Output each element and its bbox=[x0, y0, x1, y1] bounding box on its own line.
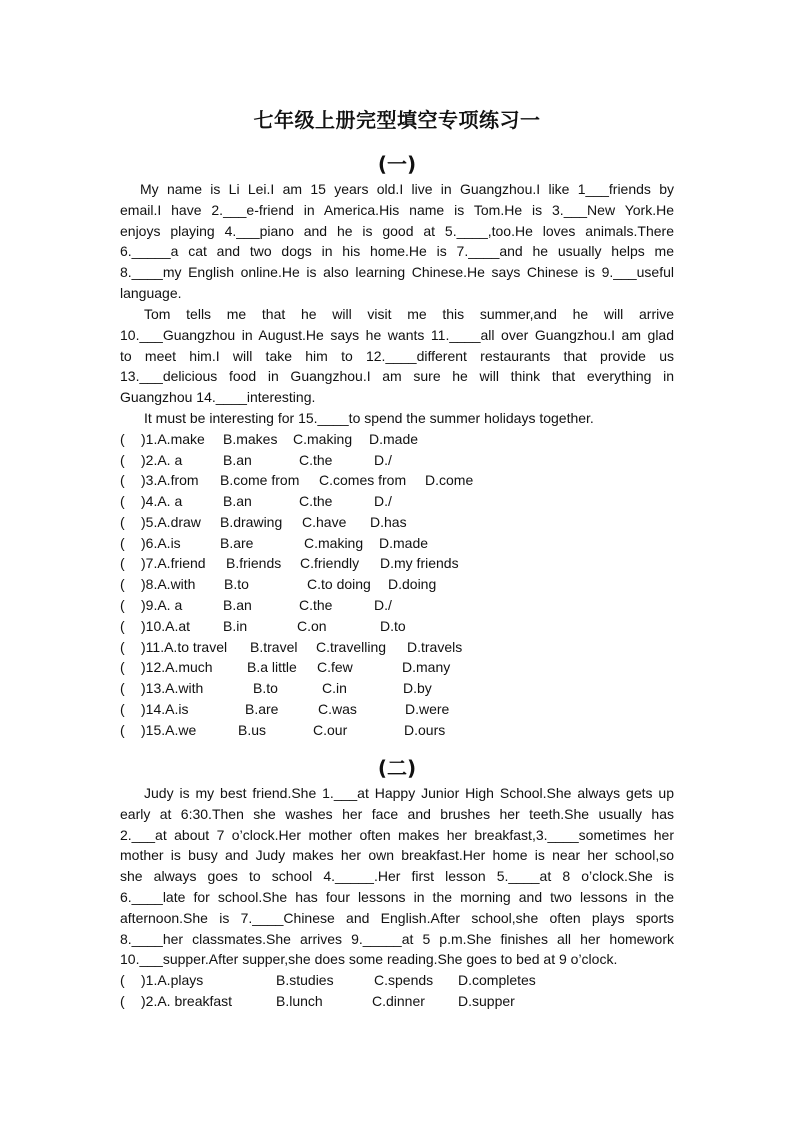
answer-blank[interactable]: ( bbox=[120, 576, 125, 592]
option-d: D./ bbox=[374, 493, 392, 509]
section-1-heading: (一) bbox=[377, 152, 417, 176]
option-c: C.our bbox=[313, 722, 348, 738]
option-b: B.are bbox=[245, 701, 279, 717]
option-a: )14.A.is bbox=[141, 701, 189, 717]
passage-line: 6._____a cat and two dogs in his home.He is 7.____and he usually helps me bbox=[120, 243, 674, 260]
passage-line: My name is Li Lei.I am 15 years old.I live in Guangzhou.I like 1___friends by bbox=[140, 181, 674, 197]
passage-line: early at 6:30.Then she washes her face and brushes her teeth.She usually has bbox=[120, 805, 674, 822]
question-item bbox=[120, 574, 680, 595]
answer-blank[interactable]: ( bbox=[120, 472, 125, 488]
option-a: )6.A.is bbox=[141, 535, 181, 551]
option-c: C.have bbox=[302, 514, 347, 530]
option-a: )2.A. breakfast bbox=[141, 993, 233, 1009]
answer-blank[interactable]: ( bbox=[120, 680, 125, 696]
passage-line: Guangzhou 14.____interesting. bbox=[120, 389, 316, 406]
option-d: D.my friends bbox=[380, 555, 459, 571]
option-a: )3.A.from bbox=[141, 472, 199, 488]
question-item bbox=[120, 991, 680, 1012]
passage-line: 2.___at about 7 o’clock.Her mother often makes her breakfast,3.____sometimes her bbox=[120, 826, 674, 843]
passage-line: Judy is my best friend.She 1.___at Happy Junior High School.She always gets up bbox=[144, 785, 674, 801]
answer-blank[interactable]: ( bbox=[120, 493, 125, 509]
passage-line: 13.___delicious food in Guangzhou.I am sure he will think that everything in bbox=[120, 368, 674, 385]
answer-blank[interactable]: ( bbox=[120, 659, 125, 675]
option-c: C.the bbox=[299, 493, 333, 509]
option-c: C.making bbox=[304, 535, 364, 551]
passage-line: It must be interesting for 15.____to spend the summer holidays together. bbox=[144, 410, 594, 426]
option-a: )1.A.make bbox=[141, 431, 205, 447]
option-a: )9.A. a bbox=[141, 597, 183, 613]
option-b: B.an bbox=[223, 452, 252, 468]
answer-blank[interactable]: ( bbox=[120, 514, 125, 530]
answer-blank[interactable]: ( bbox=[120, 722, 125, 738]
question-item bbox=[120, 533, 680, 554]
section-2-heading: (二) bbox=[377, 756, 417, 780]
question-item bbox=[120, 491, 680, 512]
option-d: D.to bbox=[380, 618, 406, 634]
section-1-passage-paragraph-3 bbox=[120, 408, 674, 429]
option-d: D.ours bbox=[404, 722, 446, 738]
option-a: )11.A.to travel bbox=[141, 639, 228, 655]
option-c: C.was bbox=[318, 701, 357, 717]
option-b: B.come from bbox=[220, 472, 300, 488]
option-a: )1.A.plays bbox=[141, 972, 204, 988]
page-title: 七年级上册完型填空专项练习一 bbox=[253, 108, 541, 132]
answer-blank[interactable]: ( bbox=[120, 993, 125, 1009]
option-b: B.are bbox=[220, 535, 254, 551]
option-a: )8.A.with bbox=[141, 576, 196, 592]
question-item bbox=[120, 553, 680, 574]
passage-line: email.I have 2.___e-friend in America.His name is Tom.He is 3.___New York.He bbox=[120, 201, 674, 218]
option-b: B.us bbox=[238, 722, 267, 738]
option-a: )7.A.friend bbox=[141, 555, 206, 571]
question-item bbox=[120, 720, 680, 741]
option-d: D.completes bbox=[458, 972, 536, 988]
option-c: C.the bbox=[299, 597, 333, 613]
option-a: )4.A. a bbox=[141, 493, 183, 509]
passage-line: mother is busy and Judy makes her own breakfast.Her home is near her school,so bbox=[120, 847, 674, 864]
option-d: D.travels bbox=[407, 639, 463, 655]
option-a: )5.A.draw bbox=[141, 514, 201, 530]
option-b: B.travel bbox=[250, 639, 298, 655]
section-1-passage-paragraph-2 bbox=[120, 304, 674, 408]
option-c: C.friendly bbox=[300, 555, 360, 571]
option-b: B.drawing bbox=[220, 514, 283, 530]
passage-line: 6.____late for school.She has four lessons in the morning and two lessons in the bbox=[120, 888, 674, 905]
answer-blank[interactable]: ( bbox=[120, 555, 125, 571]
option-c: C.to doing bbox=[307, 576, 371, 592]
section-1-passage-paragraph-1 bbox=[120, 179, 674, 304]
option-b: B.friends bbox=[226, 555, 282, 571]
question-item bbox=[120, 637, 680, 658]
answer-blank[interactable]: ( bbox=[120, 972, 125, 988]
option-d: D.made bbox=[369, 431, 419, 447]
option-c: C.few bbox=[317, 659, 353, 675]
answer-blank[interactable]: ( bbox=[120, 639, 125, 655]
option-b: B.lunch bbox=[276, 993, 323, 1009]
passage-line: she always goes to school 4._____.Her first lesson 5.____at 8 o’clock.She is bbox=[120, 868, 674, 885]
option-d: D./ bbox=[374, 452, 392, 468]
option-d: D.were bbox=[405, 701, 450, 717]
option-b: B.to bbox=[253, 680, 278, 696]
answer-blank[interactable]: ( bbox=[120, 431, 125, 447]
option-d: D.doing bbox=[388, 576, 437, 592]
passage-line: 10.___Guangzhou in August.He says he wants 11.____all over Guangzhou.I am glad bbox=[120, 326, 674, 343]
answer-blank[interactable]: ( bbox=[120, 452, 125, 468]
option-b: B.to bbox=[224, 576, 249, 592]
question-item bbox=[120, 512, 680, 533]
option-a: )2.A. a bbox=[141, 452, 183, 468]
question-item bbox=[120, 678, 680, 699]
question-item bbox=[120, 657, 680, 678]
option-b: B.an bbox=[223, 597, 252, 613]
option-b: B.an bbox=[223, 493, 252, 509]
option-d: D.supper bbox=[458, 993, 515, 1009]
option-c: C.comes from bbox=[319, 472, 407, 488]
question-item bbox=[120, 450, 680, 471]
answer-blank[interactable]: ( bbox=[120, 597, 125, 613]
passage-line: to meet him.I will take him to 12.____different restaurants that provide us bbox=[120, 347, 674, 364]
passage-line: 8.____my English online.He is also learning Chinese.He says Chinese is 9.___useful bbox=[120, 264, 674, 281]
question-item bbox=[120, 616, 680, 637]
option-b: B.in bbox=[223, 618, 248, 634]
question-item bbox=[120, 970, 680, 991]
question-item bbox=[120, 470, 680, 491]
option-c: C.in bbox=[322, 680, 347, 696]
passage-line: afternoon.She is 7.____Chinese and English.After school,she often plays sports bbox=[120, 909, 674, 926]
passage-line: language. bbox=[120, 284, 182, 301]
option-d: D.many bbox=[402, 659, 451, 675]
option-a: )13.A.with bbox=[141, 680, 204, 696]
option-c: C.dinner bbox=[372, 993, 425, 1009]
option-d: D.by bbox=[403, 680, 432, 696]
passage-line: Tom tells me that he will visit me this summer,and he will arrive bbox=[144, 306, 674, 322]
option-c: C.making bbox=[293, 431, 353, 447]
option-b: B.studies bbox=[276, 972, 334, 988]
passage-line: 8.____her classmates.She arrives 9._____at 5 p.m.She finishes all her homework bbox=[120, 930, 674, 947]
passage-line: 10.___supper.After supper,she does some reading.She goes to bed at 9 o’clock. bbox=[120, 951, 618, 968]
question-item bbox=[120, 699, 680, 720]
option-c: C.on bbox=[297, 618, 327, 634]
answer-blank[interactable]: ( bbox=[120, 701, 125, 717]
option-a: )12.A.much bbox=[141, 659, 213, 675]
option-b: B.makes bbox=[223, 431, 278, 447]
option-a: )15.A.we bbox=[141, 722, 197, 738]
option-d: D.come bbox=[425, 472, 474, 488]
option-b: B.a little bbox=[247, 659, 297, 675]
option-c: C.travelling bbox=[316, 639, 387, 655]
option-d: D.made bbox=[379, 535, 429, 551]
question-item bbox=[120, 595, 680, 616]
option-a: )10.A.at bbox=[141, 618, 191, 634]
option-d: D.has bbox=[370, 514, 407, 530]
option-c: C.the bbox=[299, 452, 333, 468]
option-c: C.spends bbox=[374, 972, 434, 988]
section-2-passage bbox=[120, 783, 674, 970]
passage-line: enjoys playing 4.___piano and he is good at 5.____,too.He loves animals.There bbox=[120, 222, 674, 239]
question-item bbox=[120, 429, 680, 450]
option-d: D./ bbox=[374, 597, 392, 613]
answer-blank[interactable]: ( bbox=[120, 618, 125, 634]
answer-blank[interactable]: ( bbox=[120, 535, 125, 551]
